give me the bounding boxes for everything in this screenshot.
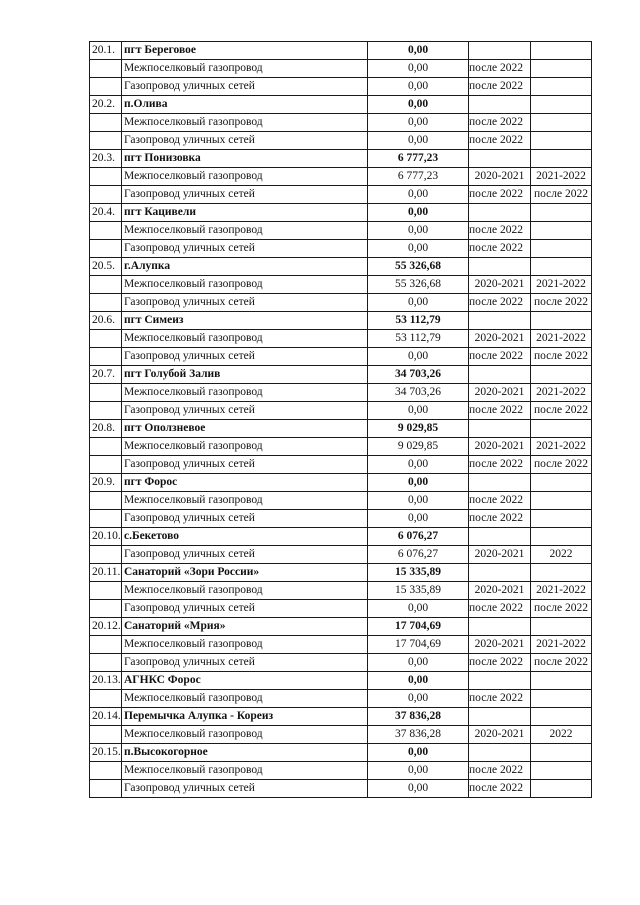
- cell-amount: 0,00: [368, 42, 469, 60]
- cell-period-2: [531, 528, 592, 546]
- cell-item-number: [90, 384, 122, 402]
- cell-item-number: [90, 132, 122, 150]
- cell-amount: 17 704,69: [368, 618, 469, 636]
- cell-period-1: [469, 42, 531, 60]
- cell-item-name: пгт Оползневое: [122, 420, 368, 438]
- cell-period-1: 2020-2021: [469, 384, 531, 402]
- table-row-subitem: [90, 546, 592, 564]
- table-row-section: [90, 744, 592, 762]
- table-row-subitem: [90, 132, 592, 150]
- cell-item-name: Газопровод уличных сетей: [122, 294, 368, 312]
- cell-item-name: Санаторий «Мрия»: [122, 618, 368, 636]
- cell-period-1: [469, 564, 531, 582]
- cell-item-name: Межпоселковый газопровод: [122, 222, 368, 240]
- cell-item-number: 20.14.: [90, 708, 122, 726]
- cell-item-number: [90, 348, 122, 366]
- cell-period-1: после 2022: [469, 654, 531, 672]
- table-row-subitem: [90, 276, 592, 294]
- cell-period-1: после 2022: [469, 222, 531, 240]
- cell-item-number: [90, 240, 122, 258]
- cell-period-1: [469, 312, 531, 330]
- table-row-subitem: [90, 456, 592, 474]
- cell-amount: 9 029,85: [368, 438, 469, 456]
- cell-amount: 34 703,26: [368, 366, 469, 384]
- cell-period-2: [531, 78, 592, 96]
- cell-period-1: 2020-2021: [469, 582, 531, 600]
- cell-item-number: [90, 582, 122, 600]
- cell-item-number: 20.1.: [90, 42, 122, 60]
- cell-item-name: Межпоселковый газопровод: [122, 60, 368, 78]
- cell-amount: 0,00: [368, 186, 469, 204]
- cell-period-1: после 2022: [469, 348, 531, 366]
- cell-amount: 55 326,68: [368, 276, 469, 294]
- cell-period-1: после 2022: [469, 456, 531, 474]
- cell-amount: 0,00: [368, 222, 469, 240]
- cell-period-2: [531, 492, 592, 510]
- cell-item-name: Перемычка Алупка - Кореиз: [122, 708, 368, 726]
- cell-item-number: [90, 438, 122, 456]
- cell-period-2: после 2022: [531, 402, 592, 420]
- table-row-subitem: [90, 60, 592, 78]
- cell-amount: 34 703,26: [368, 384, 469, 402]
- table-row-subitem: [90, 492, 592, 510]
- table-row-section: [90, 150, 592, 168]
- cell-amount: 37 836,28: [368, 708, 469, 726]
- cell-period-1: 2020-2021: [469, 726, 531, 744]
- cell-amount: 0,00: [368, 240, 469, 258]
- table-row-section: [90, 618, 592, 636]
- cell-period-2: 2021-2022: [531, 582, 592, 600]
- cell-item-name: п.Олива: [122, 96, 368, 114]
- cell-period-1: 2020-2021: [469, 330, 531, 348]
- cell-amount: 6 076,27: [368, 528, 469, 546]
- cell-item-name: пгт Голубой Залив: [122, 366, 368, 384]
- cell-amount: 0,00: [368, 744, 469, 762]
- cell-period-2: [531, 312, 592, 330]
- cell-period-2: [531, 690, 592, 708]
- cell-item-name: Межпоселковый газопровод: [122, 384, 368, 402]
- cell-period-2: [531, 780, 592, 798]
- cell-item-number: [90, 690, 122, 708]
- cell-period-1: [469, 150, 531, 168]
- cell-period-1: 2020-2021: [469, 438, 531, 456]
- cell-item-number: [90, 780, 122, 798]
- cell-item-name: пгт Форос: [122, 474, 368, 492]
- cell-item-name: Межпоселковый газопровод: [122, 114, 368, 132]
- cell-amount: 6 076,27: [368, 546, 469, 564]
- cell-period-2: [531, 366, 592, 384]
- table-row-subitem: [90, 330, 592, 348]
- cell-period-1: [469, 708, 531, 726]
- cell-period-1: [469, 366, 531, 384]
- cell-item-name: Межпоселковый газопровод: [122, 276, 368, 294]
- cell-period-2: [531, 114, 592, 132]
- table-row-subitem: [90, 780, 592, 798]
- cell-amount: 0,00: [368, 132, 469, 150]
- table-row-subitem: [90, 690, 592, 708]
- cell-period-1: [469, 528, 531, 546]
- cell-item-number: [90, 330, 122, 348]
- table-row-section: [90, 564, 592, 582]
- cell-period-1: 2020-2021: [469, 276, 531, 294]
- cell-item-name: Межпоселковый газопровод: [122, 690, 368, 708]
- cell-period-2: после 2022: [531, 348, 592, 366]
- cell-period-1: после 2022: [469, 60, 531, 78]
- table-row-section: [90, 420, 592, 438]
- cell-item-name: пгт Симеиз: [122, 312, 368, 330]
- table-row-subitem: [90, 438, 592, 456]
- cell-period-2: [531, 132, 592, 150]
- cell-amount: 0,00: [368, 492, 469, 510]
- cell-amount: 0,00: [368, 654, 469, 672]
- cell-period-2: [531, 222, 592, 240]
- cell-item-name: Газопровод уличных сетей: [122, 654, 368, 672]
- cell-period-1: после 2022: [469, 240, 531, 258]
- table-row-subitem: [90, 636, 592, 654]
- cell-period-2: [531, 420, 592, 438]
- table-row-subitem: [90, 294, 592, 312]
- cell-amount: 15 335,89: [368, 564, 469, 582]
- cell-period-1: после 2022: [469, 492, 531, 510]
- table-row-subitem: [90, 168, 592, 186]
- cell-item-number: 20.13.: [90, 672, 122, 690]
- table-row-subitem: [90, 762, 592, 780]
- cell-period-2: [531, 762, 592, 780]
- cell-period-1: после 2022: [469, 132, 531, 150]
- table-row-section: [90, 258, 592, 276]
- cell-amount: 53 112,79: [368, 330, 469, 348]
- cell-period-2: 2022: [531, 726, 592, 744]
- cell-period-2: 2021-2022: [531, 438, 592, 456]
- cell-item-number: [90, 114, 122, 132]
- cell-item-name: Межпоселковый газопровод: [122, 636, 368, 654]
- cell-item-number: 20.2.: [90, 96, 122, 114]
- cell-amount: 17 704,69: [368, 636, 469, 654]
- cell-period-2: после 2022: [531, 294, 592, 312]
- table-row-subitem: [90, 654, 592, 672]
- cell-item-name: Межпоселковый газопровод: [122, 726, 368, 744]
- cell-period-1: [469, 744, 531, 762]
- cell-item-name: пгт Береговое: [122, 42, 368, 60]
- table-row-subitem: [90, 510, 592, 528]
- cell-amount: 0,00: [368, 690, 469, 708]
- cell-amount: 37 836,28: [368, 726, 469, 744]
- cell-period-1: 2020-2021: [469, 636, 531, 654]
- cell-item-name: Газопровод уличных сетей: [122, 510, 368, 528]
- cell-period-2: [531, 240, 592, 258]
- table-row-section: [90, 528, 592, 546]
- cell-amount: 53 112,79: [368, 312, 469, 330]
- cell-period-2: [531, 708, 592, 726]
- cell-period-2: 2021-2022: [531, 276, 592, 294]
- cell-item-number: [90, 654, 122, 672]
- cell-item-number: [90, 60, 122, 78]
- cell-period-1: 2020-2021: [469, 168, 531, 186]
- cell-item-name: Газопровод уличных сетей: [122, 78, 368, 96]
- cell-period-2: [531, 150, 592, 168]
- cell-period-2: [531, 564, 592, 582]
- cell-period-1: 2020-2021: [469, 546, 531, 564]
- table-row-subitem: [90, 78, 592, 96]
- cell-item-name: пгт Кацивели: [122, 204, 368, 222]
- cell-item-number: [90, 402, 122, 420]
- cell-item-name: Межпоселковый газопровод: [122, 330, 368, 348]
- cell-period-1: после 2022: [469, 780, 531, 798]
- table-row-section: [90, 672, 592, 690]
- table-row-section: [90, 42, 592, 60]
- cell-item-name: Газопровод уличных сетей: [122, 348, 368, 366]
- cell-item-name: Газопровод уличных сетей: [122, 600, 368, 618]
- cell-amount: 0,00: [368, 96, 469, 114]
- cell-period-1: [469, 420, 531, 438]
- cell-item-number: [90, 456, 122, 474]
- cell-period-2: [531, 672, 592, 690]
- cell-item-name: Газопровод уличных сетей: [122, 780, 368, 798]
- cell-period-1: после 2022: [469, 294, 531, 312]
- table-row-subitem: [90, 348, 592, 366]
- table-row-subitem: [90, 114, 592, 132]
- cell-item-name: Газопровод уличных сетей: [122, 402, 368, 420]
- table-row-section: [90, 96, 592, 114]
- table-row-subitem: [90, 726, 592, 744]
- cell-period-2: после 2022: [531, 654, 592, 672]
- cell-item-name: г.Алупка: [122, 258, 368, 276]
- cell-item-number: [90, 510, 122, 528]
- cell-item-number: [90, 276, 122, 294]
- cell-item-number: [90, 222, 122, 240]
- cell-item-name: Газопровод уличных сетей: [122, 186, 368, 204]
- cell-period-2: после 2022: [531, 456, 592, 474]
- cell-item-name: Межпоселковый газопровод: [122, 168, 368, 186]
- table-row-section: [90, 204, 592, 222]
- cell-period-1: после 2022: [469, 600, 531, 618]
- cell-item-name: Санаторий «Зори России»: [122, 564, 368, 582]
- cell-amount: 6 777,23: [368, 168, 469, 186]
- table-row-section: [90, 366, 592, 384]
- cell-amount: 0,00: [368, 762, 469, 780]
- cell-item-name: Межпоселковый газопровод: [122, 762, 368, 780]
- cell-amount: 0,00: [368, 474, 469, 492]
- cell-period-2: [531, 42, 592, 60]
- cell-period-2: 2021-2022: [531, 384, 592, 402]
- cell-period-2: 2021-2022: [531, 636, 592, 654]
- cell-amount: 0,00: [368, 456, 469, 474]
- cell-item-number: [90, 636, 122, 654]
- cell-amount: 0,00: [368, 294, 469, 312]
- cell-period-1: после 2022: [469, 510, 531, 528]
- table-row-section: [90, 474, 592, 492]
- cell-item-name: Межпоселковый газопровод: [122, 582, 368, 600]
- cell-amount: 9 029,85: [368, 420, 469, 438]
- table-body: [90, 42, 592, 798]
- table-row-subitem: [90, 222, 592, 240]
- cell-item-name: Газопровод уличных сетей: [122, 456, 368, 474]
- cell-item-number: 20.8.: [90, 420, 122, 438]
- cell-item-number: [90, 546, 122, 564]
- cell-item-name: Газопровод уличных сетей: [122, 546, 368, 564]
- cell-period-2: 2022: [531, 546, 592, 564]
- cell-item-number: 20.7.: [90, 366, 122, 384]
- cell-period-1: после 2022: [469, 114, 531, 132]
- cell-amount: 0,00: [368, 600, 469, 618]
- table-row-subitem: [90, 186, 592, 204]
- cell-item-number: [90, 492, 122, 510]
- table-row-subitem: [90, 384, 592, 402]
- cell-period-1: после 2022: [469, 186, 531, 204]
- cell-item-name: п.Высокогорное: [122, 744, 368, 762]
- cell-period-2: 2021-2022: [531, 168, 592, 186]
- cell-item-name: АГНКС Форос: [122, 672, 368, 690]
- cell-period-1: [469, 204, 531, 222]
- cell-amount: 15 335,89: [368, 582, 469, 600]
- cell-amount: 55 326,68: [368, 258, 469, 276]
- cell-period-2: [531, 474, 592, 492]
- cell-amount: 6 777,23: [368, 150, 469, 168]
- cell-amount: 0,00: [368, 510, 469, 528]
- cell-item-number: [90, 78, 122, 96]
- cell-item-number: 20.12.: [90, 618, 122, 636]
- cell-item-number: 20.15.: [90, 744, 122, 762]
- cell-period-2: [531, 618, 592, 636]
- cell-period-1: после 2022: [469, 762, 531, 780]
- cell-item-number: [90, 186, 122, 204]
- cell-item-number: 20.9.: [90, 474, 122, 492]
- cell-item-number: 20.3.: [90, 150, 122, 168]
- table-row-subitem: [90, 600, 592, 618]
- cell-item-name: с.Бекетово: [122, 528, 368, 546]
- cell-item-name: пгт Понизовка: [122, 150, 368, 168]
- cell-period-1: после 2022: [469, 690, 531, 708]
- cell-period-2: после 2022: [531, 186, 592, 204]
- table-row-section: [90, 708, 592, 726]
- cell-item-name: Газопровод уличных сетей: [122, 132, 368, 150]
- table-row-subitem: [90, 240, 592, 258]
- cell-item-number: [90, 762, 122, 780]
- cell-item-number: 20.6.: [90, 312, 122, 330]
- cell-item-number: 20.10.: [90, 528, 122, 546]
- cell-item-number: [90, 294, 122, 312]
- cell-period-1: после 2022: [469, 402, 531, 420]
- cell-amount: 0,00: [368, 402, 469, 420]
- cell-period-2: [531, 60, 592, 78]
- cell-period-1: [469, 96, 531, 114]
- cell-period-2: [531, 96, 592, 114]
- cell-item-number: [90, 600, 122, 618]
- cell-item-number: [90, 726, 122, 744]
- cell-period-2: [531, 258, 592, 276]
- cell-period-1: [469, 474, 531, 492]
- cell-amount: 0,00: [368, 60, 469, 78]
- cell-amount: 0,00: [368, 204, 469, 222]
- gas-pipeline-table: [89, 41, 592, 798]
- cell-period-2: [531, 204, 592, 222]
- cell-amount: 0,00: [368, 114, 469, 132]
- table-row-section: [90, 312, 592, 330]
- cell-amount: 0,00: [368, 78, 469, 96]
- cell-period-1: [469, 258, 531, 276]
- cell-item-number: 20.11.: [90, 564, 122, 582]
- cell-period-2: [531, 510, 592, 528]
- cell-period-2: после 2022: [531, 600, 592, 618]
- cell-item-number: 20.4.: [90, 204, 122, 222]
- cell-period-2: [531, 744, 592, 762]
- cell-item-number: 20.5.: [90, 258, 122, 276]
- cell-item-name: Газопровод уличных сетей: [122, 240, 368, 258]
- cell-item-name: Межпоселковый газопровод: [122, 492, 368, 510]
- table-row-subitem: [90, 582, 592, 600]
- cell-item-name: Межпоселковый газопровод: [122, 438, 368, 456]
- table-row-subitem: [90, 402, 592, 420]
- cell-amount: 0,00: [368, 780, 469, 798]
- cell-amount: 0,00: [368, 672, 469, 690]
- cell-period-2: 2021-2022: [531, 330, 592, 348]
- cell-period-1: [469, 618, 531, 636]
- cell-period-1: [469, 672, 531, 690]
- cell-period-1: после 2022: [469, 78, 531, 96]
- cell-item-number: [90, 168, 122, 186]
- cell-amount: 0,00: [368, 348, 469, 366]
